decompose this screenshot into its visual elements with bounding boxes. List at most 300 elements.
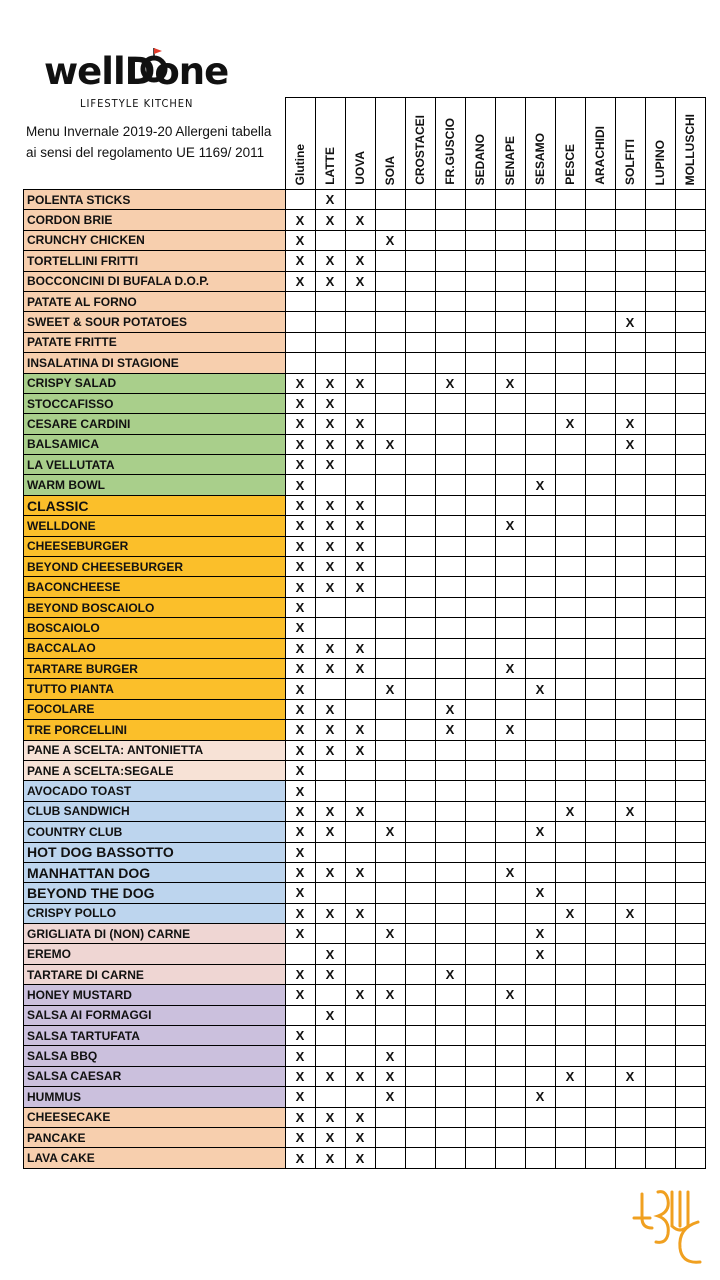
allergen-cell (495, 536, 525, 556)
allergen-cell (465, 658, 495, 678)
dish-name: TUTTO PIANTA (24, 679, 286, 699)
dish-name: SALSA AI FORMAGGI (24, 1005, 286, 1025)
allergen-cell (435, 230, 465, 250)
allergen-cell: X (615, 434, 645, 454)
allergen-cell (465, 516, 495, 536)
allergen-cell (585, 1046, 615, 1066)
allergen-cell (345, 230, 375, 250)
allergen-cell (375, 1107, 405, 1127)
allergen-cell: X (495, 373, 525, 393)
allergen-cell: X (345, 862, 375, 882)
allergen-cell (525, 1148, 555, 1168)
allergen-cell (555, 618, 585, 638)
allergen-cell (585, 393, 615, 413)
allergen-cell (675, 658, 705, 678)
allergen-cell (615, 516, 645, 536)
allergen-label: CROSTACEI (413, 115, 427, 185)
allergen-cell: X (345, 434, 375, 454)
allergen-cell (645, 1005, 675, 1025)
allergen-cell: X (315, 801, 345, 821)
allergen-cell (435, 658, 465, 678)
allergen-label: PESCE (563, 144, 577, 185)
allergen-cell: X (285, 801, 315, 821)
allergen-cell (525, 658, 555, 678)
allergen-cell (375, 1026, 405, 1046)
allergen-cell (465, 801, 495, 821)
table-row (24, 495, 706, 515)
allergen-cell (495, 1066, 525, 1086)
allergen-cell: X (375, 230, 405, 250)
allergen-cell (405, 699, 435, 719)
dish-name: MANHATTAN DOG (24, 862, 286, 882)
allergen-cell (555, 1005, 585, 1025)
allergen-cell (375, 190, 405, 210)
allergen-cell (495, 1107, 525, 1127)
allergen-cell (645, 964, 675, 984)
allergen-cell (585, 332, 615, 352)
allergen-cell (675, 883, 705, 903)
allergen-cell (555, 373, 585, 393)
allergen-cell (495, 557, 525, 577)
allergen-cell: X (525, 822, 555, 842)
allergen-cell (345, 291, 375, 311)
allergen-cell (675, 638, 705, 658)
allergen-cell (585, 842, 615, 862)
allergen-cell: X (285, 781, 315, 801)
allergen-cell (525, 760, 555, 780)
allergen-cell: X (345, 903, 375, 923)
allergen-cell (495, 495, 525, 515)
allergen-header (465, 98, 495, 190)
allergen-cell (675, 251, 705, 271)
allergen-cell (555, 781, 585, 801)
table-row (24, 312, 706, 332)
allergen-header (285, 98, 315, 190)
allergen-cell (645, 312, 675, 332)
allergen-cell: X (495, 720, 525, 740)
allergen-cell (645, 251, 675, 271)
allergen-cell: X (285, 964, 315, 984)
allergen-cell: X (285, 475, 315, 495)
allergen-cell (345, 944, 375, 964)
dish-name: INSALATINA DI STAGIONE (24, 353, 286, 373)
allergen-cell (555, 1087, 585, 1107)
allergen-cell (645, 210, 675, 230)
allergen-cell (435, 495, 465, 515)
table-row (24, 740, 706, 760)
allergen-cell (435, 903, 465, 923)
allergen-cell (555, 230, 585, 250)
allergen-cell (675, 801, 705, 821)
allergen-cell: X (345, 536, 375, 556)
allergen-cell (375, 251, 405, 271)
table-row (24, 760, 706, 780)
allergen-cell (675, 230, 705, 250)
table-row (24, 1087, 706, 1107)
allergen-cell (615, 353, 645, 373)
allergen-label: MOLLUSCHI (683, 113, 697, 185)
allergen-cell (405, 373, 435, 393)
allergen-cell (675, 1087, 705, 1107)
allergen-cell (435, 822, 465, 842)
table-row (24, 353, 706, 373)
allergen-cell (495, 353, 525, 373)
allergen-cell: X (315, 536, 345, 556)
allergen-cell (675, 475, 705, 495)
allergen-cell (465, 679, 495, 699)
allergen-cell (585, 495, 615, 515)
allergen-cell (345, 393, 375, 413)
dish-name: CRUNCHY CHICKEN (24, 230, 286, 250)
allergen-cell (405, 1046, 435, 1066)
allergen-cell (525, 720, 555, 740)
allergen-cell: X (345, 801, 375, 821)
allergen-cell (315, 842, 345, 862)
allergen-cell: X (285, 271, 315, 291)
allergen-cell (675, 536, 705, 556)
allergen-cell (525, 699, 555, 719)
allergen-cell: X (345, 1148, 375, 1168)
table-row (24, 720, 706, 740)
allergen-cell: X (315, 1127, 345, 1147)
dish-name: AVOCADO TOAST (24, 781, 286, 801)
allergen-cell (645, 1046, 675, 1066)
allergen-cell: X (285, 924, 315, 944)
allergen-cell (465, 760, 495, 780)
allergen-cell: X (315, 638, 345, 658)
table-row (24, 393, 706, 413)
allergen-label: SESAMO (533, 132, 547, 185)
allergen-cell (645, 903, 675, 923)
allergen-cell (675, 822, 705, 842)
allergen-cell (645, 577, 675, 597)
allergen-cell (495, 190, 525, 210)
allergen-cell (615, 1148, 645, 1168)
allergen-cell (555, 495, 585, 515)
allergen-cell (405, 679, 435, 699)
allergen-table (23, 97, 706, 1169)
allergen-cell (555, 434, 585, 454)
allergen-cell (405, 475, 435, 495)
allergen-cell (525, 1127, 555, 1147)
allergen-cell (615, 985, 645, 1005)
allergen-cell (495, 903, 525, 923)
allergen-cell (525, 985, 555, 1005)
allergen-cell (435, 597, 465, 617)
allergen-cell (615, 393, 645, 413)
allergen-cell: X (615, 414, 645, 434)
dish-name: GRIGLIATA DI (NON) CARNE (24, 924, 286, 944)
allergen-cell: X (315, 271, 345, 291)
allergen-cell (675, 1127, 705, 1147)
allergen-cell (675, 455, 705, 475)
allergen-cell (405, 434, 435, 454)
dish-name: STOCCAFISSO (24, 393, 286, 413)
dish-name: HOT DOG BASSOTTO (24, 842, 286, 862)
allergen-cell (615, 781, 645, 801)
dish-name: SWEET & SOUR POTATOES (24, 312, 286, 332)
allergen-cell: X (285, 658, 315, 678)
allergen-cell (585, 862, 615, 882)
table-row (24, 985, 706, 1005)
allergen-cell (585, 1148, 615, 1168)
allergen-cell (345, 842, 375, 862)
allergen-cell (675, 1148, 705, 1168)
table-row (24, 373, 706, 393)
allergen-label: LATTE (323, 147, 337, 185)
allergen-cell: X (555, 1066, 585, 1086)
allergen-cell (405, 658, 435, 678)
allergen-cell: X (525, 679, 555, 699)
allergen-cell: X (285, 1066, 315, 1086)
allergen-cell (585, 964, 615, 984)
allergen-cell (525, 903, 555, 923)
dish-name: FOCOLARE (24, 699, 286, 719)
allergen-cell: X (525, 475, 555, 495)
allergen-cell (435, 271, 465, 291)
allergen-cell (615, 883, 645, 903)
allergen-cell (375, 495, 405, 515)
allergen-cell (555, 699, 585, 719)
logo-subtitle: LIFESTYLE KITCHEN (80, 97, 194, 110)
allergen-header (495, 98, 525, 190)
allergen-cell (525, 1026, 555, 1046)
allergen-cell: X (435, 373, 465, 393)
allergen-cell: X (345, 516, 375, 536)
allergen-cell (375, 516, 405, 536)
allergen-cell: X (315, 1107, 345, 1127)
allergen-cell (585, 414, 615, 434)
allergen-cell (525, 414, 555, 434)
allergen-cell (555, 577, 585, 597)
allergen-cell (405, 842, 435, 862)
allergen-cell (375, 883, 405, 903)
allergen-cell (645, 495, 675, 515)
allergen-cell (465, 822, 495, 842)
allergen-cell (675, 495, 705, 515)
allergen-cell (345, 1026, 375, 1046)
allergen-cell: X (285, 883, 315, 903)
allergen-cell: X (345, 271, 375, 291)
allergen-cell: X (315, 658, 345, 678)
allergen-cell (675, 1026, 705, 1046)
allergen-cell (585, 903, 615, 923)
table-row (24, 1005, 706, 1025)
allergen-cell (585, 944, 615, 964)
allergen-cell (495, 883, 525, 903)
allergen-cell (525, 1107, 555, 1127)
dish-name: CRISPY POLLO (24, 903, 286, 923)
allergen-cell (645, 699, 675, 719)
allergen-cell (675, 862, 705, 882)
allergen-cell (405, 393, 435, 413)
allergen-cell (675, 210, 705, 230)
table-row (24, 801, 706, 821)
allergen-cell (405, 210, 435, 230)
allergen-cell (585, 230, 615, 250)
allergen-cell: X (315, 414, 345, 434)
allergen-cell: X (285, 1127, 315, 1147)
allergen-cell: X (315, 720, 345, 740)
allergen-cell (375, 801, 405, 821)
allergen-cell (615, 332, 645, 352)
allergen-cell (585, 1026, 615, 1046)
dish-name: WARM BOWL (24, 475, 286, 495)
allergen-cell: X (315, 210, 345, 230)
table-row (24, 516, 706, 536)
dish-name: BOSCAIOLO (24, 618, 286, 638)
allergen-label: SEDANO (473, 133, 487, 185)
allergen-cell (375, 903, 405, 923)
allergen-cell: X (315, 434, 345, 454)
allergen-cell: X (285, 577, 315, 597)
allergen-cell (495, 740, 525, 760)
allergen-cell (465, 985, 495, 1005)
allergen-cell (465, 373, 495, 393)
allergen-cell (675, 699, 705, 719)
allergen-cell (495, 475, 525, 495)
allergen-header (315, 98, 345, 190)
allergen-cell: X (525, 1087, 555, 1107)
allergen-cell (675, 434, 705, 454)
allergen-cell (645, 883, 675, 903)
dish-name: BACONCHEESE (24, 577, 286, 597)
allergen-header (435, 98, 465, 190)
table-row (24, 679, 706, 699)
allergen-cell: X (345, 720, 375, 740)
allergen-cell (375, 944, 405, 964)
allergen-cell (585, 455, 615, 475)
allergen-label: UOVA (353, 151, 367, 185)
allergen-cell (585, 781, 615, 801)
allergen-cell (405, 414, 435, 434)
allergen-cell (645, 597, 675, 617)
allergen-cell (675, 312, 705, 332)
allergen-cell (435, 781, 465, 801)
allergen-cell (555, 964, 585, 984)
allergen-cell (495, 414, 525, 434)
allergen-cell (405, 1066, 435, 1086)
allergen-cell (465, 1005, 495, 1025)
allergen-cell (345, 190, 375, 210)
allergen-cell: X (285, 536, 315, 556)
allergen-cell (645, 720, 675, 740)
allergen-cell (555, 1148, 585, 1168)
allergen-cell (375, 699, 405, 719)
table-row (24, 1066, 706, 1086)
allergen-cell: X (525, 924, 555, 944)
allergen-cell: X (315, 516, 345, 536)
allergen-cell (315, 312, 345, 332)
allergen-cell (435, 679, 465, 699)
dish-name: TORTELLINI FRITTI (24, 251, 286, 271)
table-row (24, 557, 706, 577)
allergen-cell (465, 862, 495, 882)
allergen-cell (345, 699, 375, 719)
allergen-cell (585, 190, 615, 210)
allergen-cell (645, 557, 675, 577)
allergen-cell (435, 251, 465, 271)
allergen-cell (345, 964, 375, 984)
allergen-cell (585, 985, 615, 1005)
dish-name: SALSA TARTUFATA (24, 1026, 286, 1046)
allergen-cell (435, 944, 465, 964)
brand-fork-icon (628, 1188, 704, 1268)
allergen-cell (285, 944, 315, 964)
allergen-cell (285, 1005, 315, 1025)
allergen-cell (585, 1127, 615, 1147)
dish-name: HONEY MUSTARD (24, 985, 286, 1005)
allergen-cell (465, 577, 495, 597)
allergen-header (345, 98, 375, 190)
allergen-cell (675, 679, 705, 699)
allergen-cell: X (315, 1005, 345, 1025)
allergen-cell (465, 251, 495, 271)
allergen-cell (375, 373, 405, 393)
allergen-cell (525, 577, 555, 597)
allergen-cell (405, 536, 435, 556)
allergen-cell (435, 1087, 465, 1107)
allergen-label: ARACHIDI (593, 126, 607, 185)
allergen-cell: X (375, 985, 405, 1005)
allergen-cell (645, 1107, 675, 1127)
allergen-cell (675, 516, 705, 536)
allergen-cell (555, 720, 585, 740)
allergen-cell: X (285, 903, 315, 923)
allergen-cell: X (315, 577, 345, 597)
table-row (24, 434, 706, 454)
allergen-cell (675, 964, 705, 984)
allergen-cell (585, 720, 615, 740)
allergen-cell (555, 1026, 585, 1046)
table-row (24, 944, 706, 964)
allergen-cell: X (375, 924, 405, 944)
table-row (24, 822, 706, 842)
allergen-cell (555, 557, 585, 577)
allergen-cell (435, 618, 465, 638)
allergen-cell: X (285, 720, 315, 740)
allergen-cell (645, 190, 675, 210)
allergen-cell (645, 373, 675, 393)
allergen-cell (345, 597, 375, 617)
allergen-cell: X (285, 210, 315, 230)
allergen-cell (585, 291, 615, 311)
allergen-cell (315, 332, 345, 352)
header-corner (24, 98, 286, 190)
table-row (24, 903, 706, 923)
allergen-cell (615, 597, 645, 617)
allergen-cell (675, 720, 705, 740)
allergen-cell (375, 332, 405, 352)
dish-name: CRISPY SALAD (24, 373, 286, 393)
allergen-cell (405, 1127, 435, 1147)
allergen-cell (495, 1026, 525, 1046)
allergen-cell (555, 1046, 585, 1066)
allergen-cell (645, 434, 675, 454)
allergen-cell (405, 1005, 435, 1025)
allergen-cell (645, 801, 675, 821)
allergen-cell (405, 1107, 435, 1127)
allergen-cell (525, 862, 555, 882)
allergen-cell: X (285, 699, 315, 719)
allergen-cell (525, 1066, 555, 1086)
allergen-cell (555, 740, 585, 760)
allergen-cell (585, 312, 615, 332)
allergen-cell (375, 475, 405, 495)
dish-name: PATATE FRITTE (24, 332, 286, 352)
allergen-cell (405, 801, 435, 821)
allergen-cell (405, 190, 435, 210)
